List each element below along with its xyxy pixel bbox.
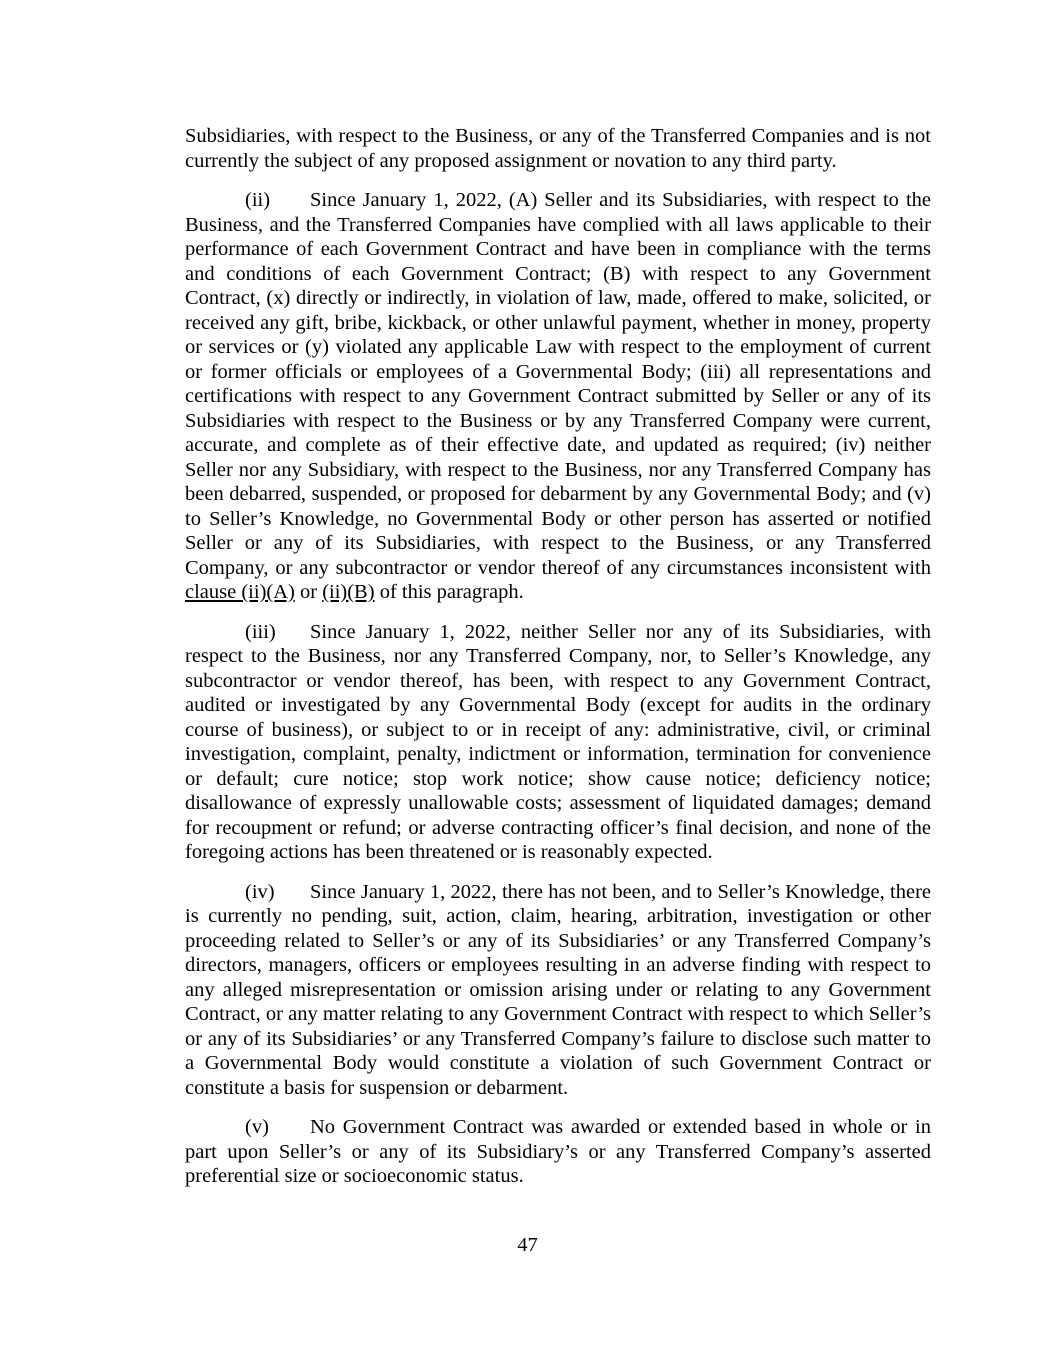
- paragraph-v-text: No Government Contract was awarded or extended based in whole or in part upon Seller’s or any of its Subsidiary’s or any Transferred Company’s asserted preferential size or socioeconomic status.: [185, 1116, 931, 1187]
- paragraph-ii-text: Since January 1, 2022, (A) Seller and its Subsidiaries, with respect to the Business, and the Transferred Companies have complied with all laws applicable to their performance of each Government Contract and have been in compliance with the terms and conditions of each Government Contract; (B) with respect to any Government Contract, (x) directly or indirectly, in violation of law, made, offered to make, solicited, or received any gift, bribe, kickback, or other unlawful payment, whether in money, property or services or (y) violated any applicable Law with respect to the employment of current or former officials or employees of a Governmental Body; (iii) all representations and certifications with respect to any Government Contract submitted by Seller or any of its Subsidiaries with respect to the Business or by any Transferred Company were current, accurate, and complete as of their effective date, and updated as required; (iv) neither Seller nor any Subsidiary, with respect to the Business, nor any Transferred Company has been debarred, suspended, or proposed for debarment by any Governmental Body; and (v) to Seller’s Knowledge, no Governmental Body or other person has asserted or notified Seller or any of its Subsidiaries, with respect to the Business, or any Transferred Company, or any subcontractor or vendor thereof of any circumstances inconsistent with: [185, 189, 931, 579]
- paragraph-v: [185, 1115, 931, 1189]
- page-body: [185, 124, 931, 1204]
- clause-ref-ii-b: (ii)(B): [322, 581, 375, 603]
- paragraph-continuation: Subsidiaries, with respect to the Business, or any of the Transferred Companies and is not currently the subject of any proposed assignment or novation to any third party.: [185, 125, 931, 172]
- paragraph-ii-text-mid: or: [294, 581, 323, 603]
- paragraph-iii: [185, 620, 931, 865]
- paragraph-iv: [185, 880, 931, 1101]
- paragraph-iii-label: (iii): [245, 620, 276, 643]
- paragraph-iv-label: (iv): [245, 880, 275, 903]
- paragraph-iv-text: Since January 1, 2022, there has not been, and to Seller’s Knowledge, there is currently no pending, suit, action, claim, hearing, arbitration, investigation or other proceeding related to Seller’s or any of its Subsidiaries’ or any Transferred Company’s directors, managers, officers or employees resulting in an adverse finding with respect to any alleged misrepresentation or omission arising under or relating to any Government Contract, or any matter relating to any Government Contract with respect to which Seller’s or any of its Subsidiaries’ or any Transferred Company’s failure to disclose such matter to a Governmental Body would constitute a violation of such Government Contract or constitute a basis for suspension or debarment.: [185, 880, 931, 1099]
- paragraph-ii-text-end: of this paragraph.: [374, 581, 524, 603]
- page-number: 47: [517, 1234, 538, 1256]
- paragraph-ii: [185, 188, 931, 605]
- paragraph-ii-label: (ii): [245, 189, 271, 211]
- paragraph-v-label: (v): [245, 1116, 269, 1138]
- paragraph-iii-text: Since January 1, 2022, neither Seller nor any of its Subsidiaries, with respect to the Business, nor any Transferred Company, nor, to Seller’s Knowledge, any subcontractor or vendor thereof, has been, with respect to any Government Contract, audited or investigated by any Governmental Body (except for audits in the ordinary course of business), or subject to or in receipt of any: administrative, civil, or criminal investigation, complaint, penalty, indictment or information, termination for convenience or default; cure notice; stop work notice; show cause notice; deficiency notice; disallowance of expressly unallowable costs; assessment of liquidated damages; demand for recoupment or refund; or adverse contracting officer’s final decision, and none of the foregoing actions has been threatened or is reasonably expected.: [185, 620, 931, 863]
- clause-ref-ii-a: clause (ii)(A): [185, 581, 295, 603]
